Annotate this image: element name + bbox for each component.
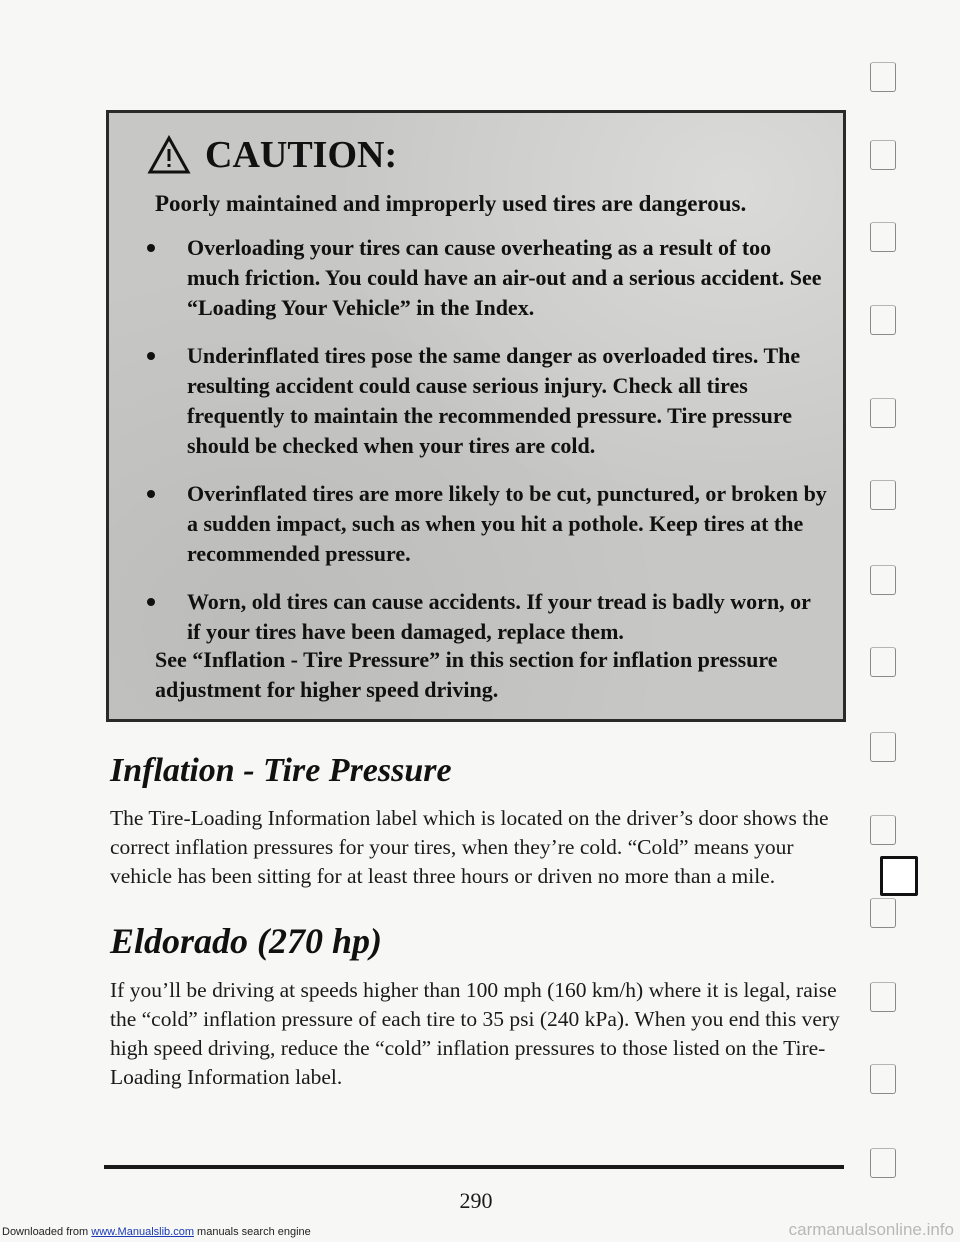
chapter-tab[interactable]: [870, 398, 896, 428]
chapter-tab[interactable]: [870, 565, 896, 595]
warning-triangle-icon: [147, 135, 191, 175]
caution-closing: See “Inflation - Tire Pressure” in this section for inflation pressure adjustment for higher speed driving.: [155, 647, 778, 702]
chapter-tab[interactable]: [870, 62, 896, 92]
caution-bullet: Underinflated tires pose the same danger as overloaded tires. The resulting accident could cause serious injury. Check all tires frequently to maintain the recommended pressure. Tire pressure should be checked when your tires are cold.: [129, 341, 829, 461]
chapter-tab[interactable]: [870, 982, 896, 1012]
chapter-tab[interactable]: [870, 140, 896, 170]
bullet-dot-icon: [147, 244, 155, 252]
caution-bullet: Overloading your tires can cause overheating as a result of too much friction. You could have an air-out and a serious accident. See “Loading Your Vehicle” in the Index.: [129, 233, 829, 323]
bullet-dot-icon: [147, 490, 155, 498]
chapter-tab[interactable]: [870, 222, 896, 252]
site-watermark: carmanualsonline.info: [788, 1220, 954, 1239]
section-body-inflation: The Tire-Loading Information label which is located on the driver’s door shows the correct inflation pressures for your tires, when they’re cold. “Cold” means your vehicle has been sitting for at least three hours or driven no more than a mile.: [110, 806, 829, 888]
caution-bullet: Overinflated tires are more likely to be cut, punctured, or broken by a sudden impact, such as when you hit a pothole. Keep tires at the recommended pressure.: [129, 479, 829, 569]
chapter-tab[interactable]: [870, 815, 896, 845]
section-heading-eldorado: Eldorado (270 hp): [110, 921, 383, 961]
manualslib-link[interactable]: www.Manualslib.com: [91, 1226, 194, 1238]
footer-rule: [104, 1165, 844, 1169]
download-source-line: Downloaded from www.Manualslib.com manuals search engine: [2, 1226, 311, 1238]
section-heading-inflation: Inflation - Tire Pressure: [110, 752, 452, 789]
section-body-eldorado: If you’ll be driving at speeds higher than 100 mph (160 km/h) where it is legal, raise the “cold” inflation pressure of each tire to 35 psi (240 kPa). When you end this very high speed driving, reduce the “cold” inflation pressures to those listed on the Tire-Loading Information label.: [110, 978, 840, 1089]
caution-box: [106, 110, 846, 722]
chapter-tab[interactable]: [870, 480, 896, 510]
chapter-tab-active[interactable]: [880, 856, 918, 896]
caution-bullet-list: [129, 233, 829, 665]
chapter-tab[interactable]: [870, 732, 896, 762]
chapter-tab[interactable]: [870, 898, 896, 928]
caution-title: CAUTION:: [147, 133, 397, 177]
caution-lead: Poorly maintained and improperly used tires are dangerous.: [155, 191, 747, 216]
chapter-tab[interactable]: [870, 305, 896, 335]
bullet-dot-icon: [147, 598, 155, 606]
chapter-tab[interactable]: [870, 1148, 896, 1178]
bullet-dot-icon: [147, 352, 155, 360]
chapter-tab[interactable]: [870, 1064, 896, 1094]
chapter-tab[interactable]: [870, 647, 896, 677]
page-number: 290: [459, 1188, 493, 1213]
caution-bullet: Worn, old tires can cause accidents. If your tread is badly worn, or if your tires have been damaged, replace them.: [129, 587, 829, 647]
